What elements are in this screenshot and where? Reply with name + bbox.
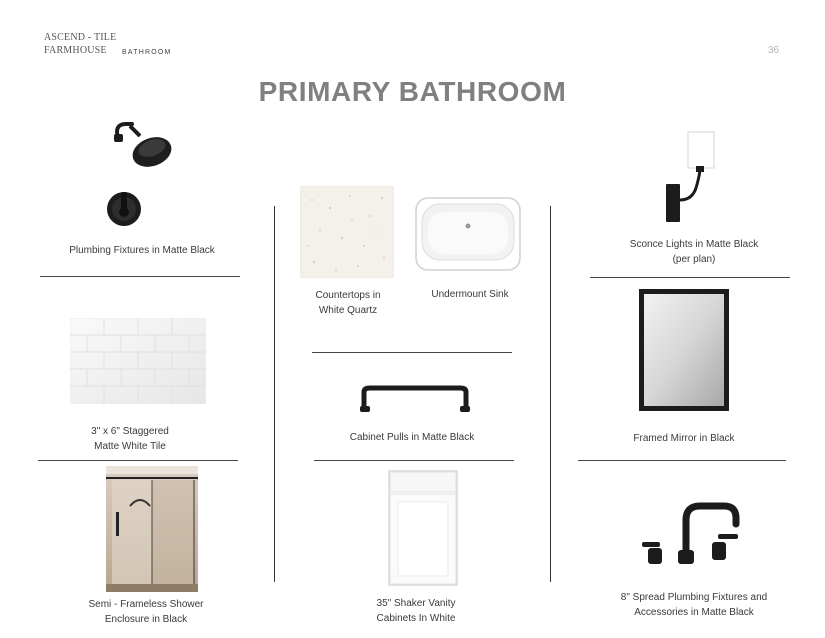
sconce-caption xyxy=(596,237,792,267)
cabinet-pull-icon xyxy=(358,384,472,414)
column-divider-right xyxy=(550,206,551,582)
tile-caption-line-1: 3" x 6" Staggered xyxy=(91,426,169,437)
row-separator xyxy=(590,277,790,278)
page-title: PRIMARY BATHROOM xyxy=(258,76,567,107)
brand-line-2: FARMHOUSE xyxy=(44,45,107,56)
brand-line-1: ASCEND - TILE xyxy=(44,32,117,43)
subway-tile-image xyxy=(70,318,206,404)
cabinet-pulls-caption: Cabinet Pulls in Matte Black xyxy=(349,432,475,443)
shower-caption-line-1: Semi - Frameless Shower xyxy=(88,599,204,610)
shower-caption-line-2: Enclosure in Black xyxy=(104,614,188,625)
shower-enclosure-image xyxy=(106,466,198,592)
sconce-caption-line-1: Sconce Lights in Matte Black xyxy=(629,239,759,250)
mirror-caption: Framed Mirror in Black xyxy=(633,433,735,444)
undermount-sink-image xyxy=(414,196,522,272)
vanity-caption xyxy=(346,596,486,626)
vanity-caption-line-2: Cabinets In White xyxy=(376,613,456,624)
countertop-caption-line-2: White Quartz xyxy=(318,305,378,316)
page-number: 36 xyxy=(768,45,780,56)
shower-valve-icon xyxy=(104,186,144,232)
row-separator xyxy=(38,460,238,461)
faucet-caption xyxy=(594,590,794,620)
column-divider-left xyxy=(274,206,275,582)
framed-mirror-image xyxy=(638,288,730,412)
category-label: BATHROOM xyxy=(122,49,172,56)
row-separator xyxy=(578,460,786,461)
shaker-vanity-image xyxy=(388,470,458,586)
faucet-icon xyxy=(640,498,744,570)
countertop-caption xyxy=(296,288,400,318)
tile-caption xyxy=(40,424,220,454)
countertop-caption-line-1: Countertops in xyxy=(315,290,381,301)
faucet-caption-line-2: Accessories in Matte Black xyxy=(634,607,754,618)
row-separator xyxy=(314,460,514,461)
row-separator xyxy=(312,352,512,353)
plumbing-fixtures-caption: Plumbing Fixtures in Matte Black xyxy=(69,245,215,256)
shower-head-icon xyxy=(108,118,176,174)
sconce-caption-line-2: (per plan) xyxy=(672,254,716,265)
sconce-light-icon xyxy=(662,130,734,226)
shower-caption xyxy=(60,597,232,627)
quartz-countertop-image xyxy=(300,186,394,278)
vanity-caption-line-1: 35" Shaker Vanity xyxy=(376,598,456,609)
sink-caption: Undermount Sink xyxy=(431,289,509,300)
row-separator xyxy=(40,276,240,277)
tile-caption-line-2: Matte White Tile xyxy=(94,441,166,452)
faucet-caption-line-1: 8" Spread Plumbing Fixtures and xyxy=(620,592,768,603)
